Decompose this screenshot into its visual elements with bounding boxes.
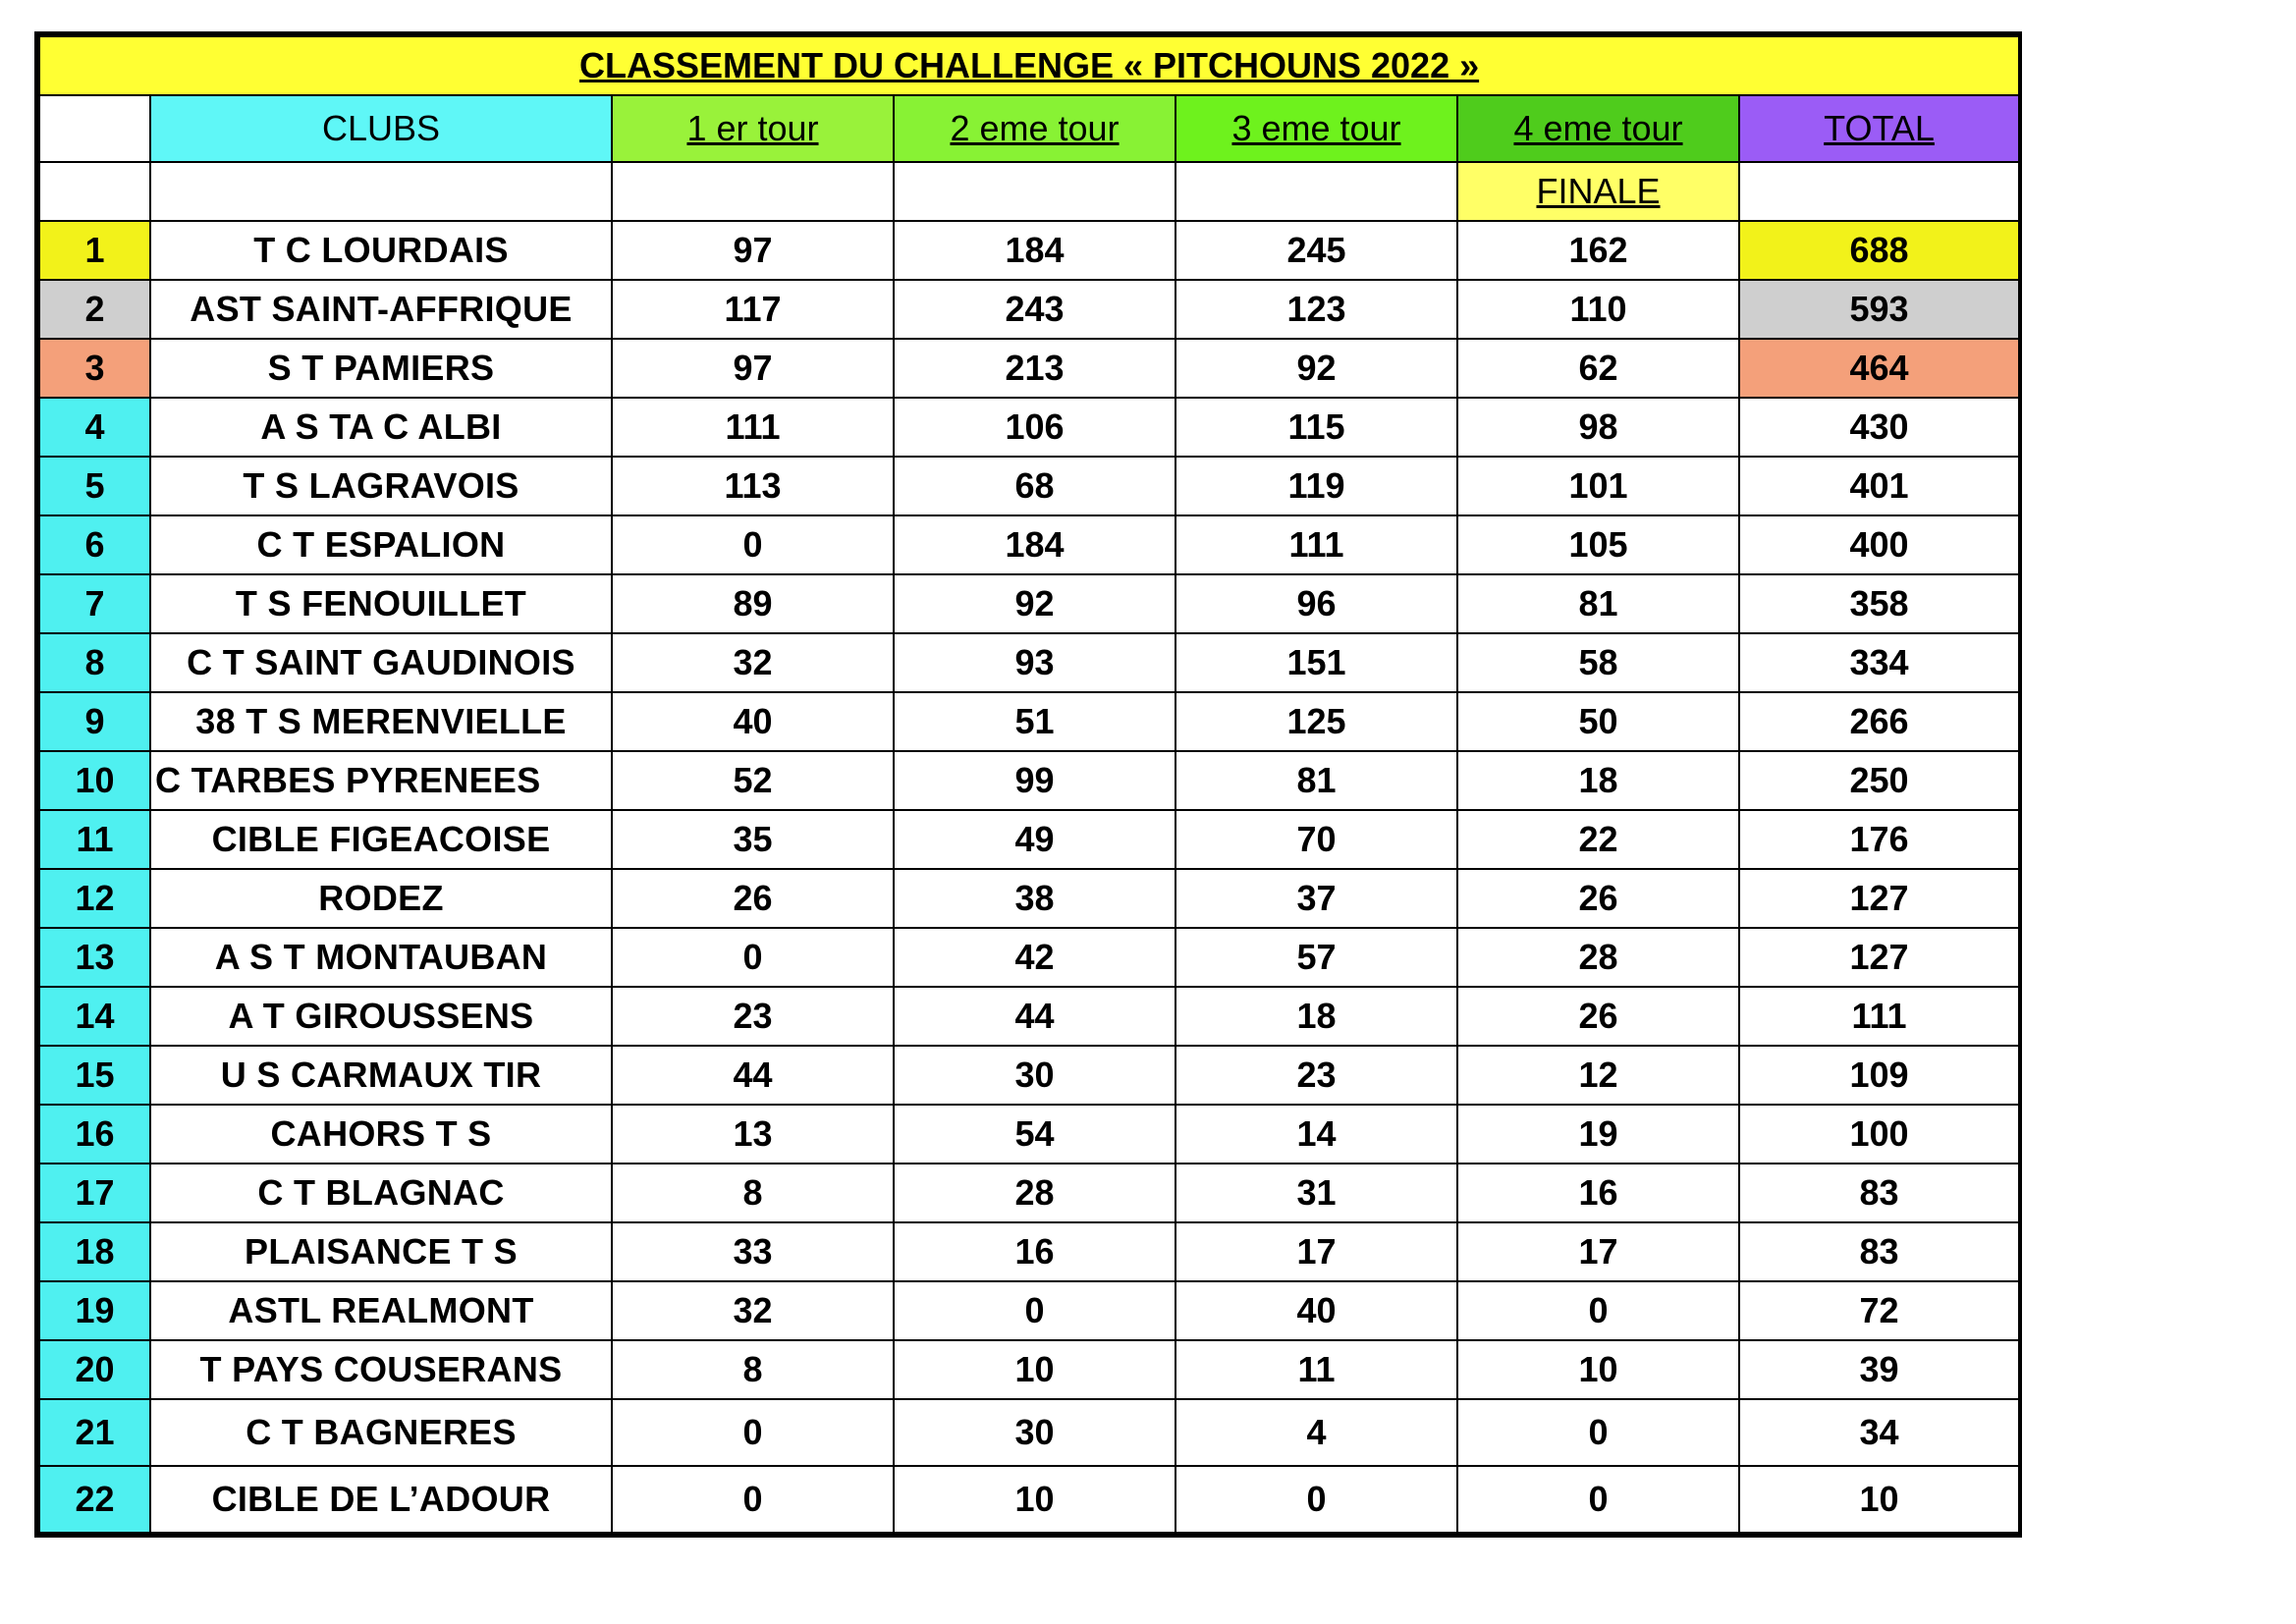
rank-cell: 6 <box>39 515 150 574</box>
blank-cell <box>1739 162 2019 221</box>
rank-cell: 22 <box>39 1466 150 1533</box>
tour1-score: 32 <box>612 1281 894 1340</box>
total-score: 127 <box>1739 928 2019 987</box>
total-score: 250 <box>1739 751 2019 810</box>
table-row <box>39 515 2019 574</box>
tour1-score: 89 <box>612 574 894 633</box>
tour1-score: 33 <box>612 1222 894 1281</box>
tour2-score: 93 <box>894 633 1175 692</box>
table-row <box>39 574 2019 633</box>
tour2-score: 42 <box>894 928 1175 987</box>
tour1-score: 13 <box>612 1105 894 1164</box>
table-row <box>39 1164 2019 1222</box>
tour3-score: 18 <box>1175 987 1457 1046</box>
tour3-score: 115 <box>1175 398 1457 457</box>
club-cell: T S FENOUILLET <box>150 574 612 633</box>
rank-cell: 11 <box>39 810 150 869</box>
tour4-score: 62 <box>1457 339 1739 398</box>
total-score: 111 <box>1739 987 2019 1046</box>
tour3-score: 96 <box>1175 574 1457 633</box>
rank-cell: 4 <box>39 398 150 457</box>
tour2-score: 92 <box>894 574 1175 633</box>
table-row <box>39 633 2019 692</box>
total-score: 358 <box>1739 574 2019 633</box>
club-cell: A T GIROUSSENS <box>150 987 612 1046</box>
club-cell: ASTL REALMONT <box>150 1281 612 1340</box>
table-row <box>39 398 2019 457</box>
tour2-score: 16 <box>894 1222 1175 1281</box>
total-score: 688 <box>1739 221 2019 280</box>
table-title: CLASSEMENT DU CHALLENGE « PITCHOUNS 2022 » <box>39 36 2019 95</box>
total-score: 109 <box>1739 1046 2019 1105</box>
total-score: 334 <box>1739 633 2019 692</box>
table-row <box>39 221 2019 280</box>
tour4-score: 58 <box>1457 633 1739 692</box>
table-row <box>39 751 2019 810</box>
tour3-header: 3 eme tour <box>1175 95 1457 162</box>
table-row <box>39 1222 2019 1281</box>
tour4-score: 28 <box>1457 928 1739 987</box>
tour1-score: 0 <box>612 928 894 987</box>
tour3-score: 111 <box>1175 515 1457 574</box>
tour2-score: 28 <box>894 1164 1175 1222</box>
club-cell: C T BLAGNAC <box>150 1164 612 1222</box>
tour4-score: 110 <box>1457 280 1739 339</box>
tour3-score: 11 <box>1175 1340 1457 1399</box>
rank-cell: 20 <box>39 1340 150 1399</box>
table-row <box>39 1105 2019 1164</box>
tour4-score: 10 <box>1457 1340 1739 1399</box>
blank-cell <box>1175 162 1457 221</box>
club-cell: CIBLE FIGEACOISE <box>150 810 612 869</box>
table-row <box>39 280 2019 339</box>
tour2-score: 30 <box>894 1046 1175 1105</box>
club-cell: C T SAINT GAUDINOIS <box>150 633 612 692</box>
rank-cell: 14 <box>39 987 150 1046</box>
total-score: 464 <box>1739 339 2019 398</box>
tour2-score: 68 <box>894 457 1175 515</box>
rank-cell: 2 <box>39 280 150 339</box>
rank-cell: 15 <box>39 1046 150 1105</box>
ranking-table <box>38 35 2020 1534</box>
tour3-score: 4 <box>1175 1399 1457 1466</box>
total-score: 39 <box>1739 1340 2019 1399</box>
tour2-score: 10 <box>894 1340 1175 1399</box>
tour3-score: 37 <box>1175 869 1457 928</box>
tour4-score: 101 <box>1457 457 1739 515</box>
club-cell: A S TA C ALBI <box>150 398 612 457</box>
tour4-score: 0 <box>1457 1281 1739 1340</box>
tour2-score: 10 <box>894 1466 1175 1533</box>
tour4-score: 22 <box>1457 810 1739 869</box>
club-cell: CIBLE DE L’ADOUR <box>150 1466 612 1533</box>
tour2-score: 213 <box>894 339 1175 398</box>
table-row <box>39 339 2019 398</box>
tour3-score: 70 <box>1175 810 1457 869</box>
table-row <box>39 869 2019 928</box>
table-row <box>39 1466 2019 1533</box>
table-row <box>39 457 2019 515</box>
blank-cell <box>150 162 612 221</box>
ranking-sheet <box>34 31 2022 1538</box>
blank-cell <box>612 162 894 221</box>
tour4-score: 26 <box>1457 987 1739 1046</box>
rank-cell: 12 <box>39 869 150 928</box>
tour2-score: 99 <box>894 751 1175 810</box>
tour1-score: 8 <box>612 1340 894 1399</box>
rank-cell: 17 <box>39 1164 150 1222</box>
total-score: 10 <box>1739 1466 2019 1533</box>
tour2-score: 106 <box>894 398 1175 457</box>
club-cell: RODEZ <box>150 869 612 928</box>
club-cell: S T PAMIERS <box>150 339 612 398</box>
total-score: 593 <box>1739 280 2019 339</box>
tour3-score: 57 <box>1175 928 1457 987</box>
table-row <box>39 1340 2019 1399</box>
tour2-score: 44 <box>894 987 1175 1046</box>
total-score: 72 <box>1739 1281 2019 1340</box>
rank-cell: 19 <box>39 1281 150 1340</box>
tour1-score: 111 <box>612 398 894 457</box>
tour1-score: 35 <box>612 810 894 869</box>
total-score: 430 <box>1739 398 2019 457</box>
tour4-score: 105 <box>1457 515 1739 574</box>
tour2-score: 0 <box>894 1281 1175 1340</box>
tour1-score: 113 <box>612 457 894 515</box>
tour3-score: 151 <box>1175 633 1457 692</box>
finale-label: FINALE <box>1457 162 1739 221</box>
tour2-score: 30 <box>894 1399 1175 1466</box>
tour4-score: 81 <box>1457 574 1739 633</box>
rank-cell: 8 <box>39 633 150 692</box>
tour4-header: 4 eme tour <box>1457 95 1739 162</box>
rank-cell: 10 <box>39 751 150 810</box>
rank-cell: 13 <box>39 928 150 987</box>
total-score: 83 <box>1739 1222 2019 1281</box>
tour2-score: 184 <box>894 515 1175 574</box>
tour4-score: 16 <box>1457 1164 1739 1222</box>
tour1-score: 0 <box>612 515 894 574</box>
total-score: 127 <box>1739 869 2019 928</box>
club-cell: C T BAGNERES <box>150 1399 612 1466</box>
club-cell: U S CARMAUX TIR <box>150 1046 612 1105</box>
rank-cell: 1 <box>39 221 150 280</box>
tour1-score: 44 <box>612 1046 894 1105</box>
table-row <box>39 1046 2019 1105</box>
tour3-score: 40 <box>1175 1281 1457 1340</box>
subheader-row <box>39 162 2019 221</box>
club-cell: PLAISANCE T S <box>150 1222 612 1281</box>
rank-cell: 9 <box>39 692 150 751</box>
tour3-score: 17 <box>1175 1222 1457 1281</box>
table-row <box>39 810 2019 869</box>
table-row <box>39 1399 2019 1466</box>
header-row <box>39 95 2019 162</box>
club-cell: T C LOURDAIS <box>150 221 612 280</box>
table-row <box>39 928 2019 987</box>
club-cell: C T ESPALION <box>150 515 612 574</box>
blank-cell <box>894 162 1175 221</box>
club-cell: T PAYS COUSERANS <box>150 1340 612 1399</box>
tour3-score: 0 <box>1175 1466 1457 1533</box>
tour3-score: 125 <box>1175 692 1457 751</box>
rank-cell: 21 <box>39 1399 150 1466</box>
rank-cell: 18 <box>39 1222 150 1281</box>
tour1-header: 1 er tour <box>612 95 894 162</box>
tour1-score: 23 <box>612 987 894 1046</box>
tour3-score: 14 <box>1175 1105 1457 1164</box>
tour4-score: 19 <box>1457 1105 1739 1164</box>
tour3-score: 31 <box>1175 1164 1457 1222</box>
tour4-score: 0 <box>1457 1399 1739 1466</box>
total-score: 83 <box>1739 1164 2019 1222</box>
total-score: 34 <box>1739 1399 2019 1466</box>
tour1-score: 0 <box>612 1466 894 1533</box>
tour2-score: 38 <box>894 869 1175 928</box>
rank-header <box>39 95 150 162</box>
tour2-score: 243 <box>894 280 1175 339</box>
tour1-score: 97 <box>612 221 894 280</box>
blank-cell <box>39 162 150 221</box>
tour4-score: 98 <box>1457 398 1739 457</box>
tour2-score: 49 <box>894 810 1175 869</box>
tour3-score: 119 <box>1175 457 1457 515</box>
total-score: 401 <box>1739 457 2019 515</box>
club-cell: CAHORS T S <box>150 1105 612 1164</box>
tour4-score: 0 <box>1457 1466 1739 1533</box>
tour3-score: 23 <box>1175 1046 1457 1105</box>
tour2-score: 51 <box>894 692 1175 751</box>
club-cell: AST SAINT-AFFRIQUE <box>150 280 612 339</box>
total-score: 400 <box>1739 515 2019 574</box>
total-score: 176 <box>1739 810 2019 869</box>
club-cell: C TARBES PYRENEES <box>150 751 612 810</box>
tour2-score: 184 <box>894 221 1175 280</box>
tour3-score: 245 <box>1175 221 1457 280</box>
tour1-score: 97 <box>612 339 894 398</box>
tour4-score: 12 <box>1457 1046 1739 1105</box>
tour2-header: 2 eme tour <box>894 95 1175 162</box>
tour4-score: 17 <box>1457 1222 1739 1281</box>
tour4-score: 26 <box>1457 869 1739 928</box>
total-score: 100 <box>1739 1105 2019 1164</box>
clubs-header: CLUBS <box>150 95 612 162</box>
tour1-score: 32 <box>612 633 894 692</box>
tour3-score: 123 <box>1175 280 1457 339</box>
tour4-score: 18 <box>1457 751 1739 810</box>
total-header: TOTAL <box>1739 95 2019 162</box>
table-row <box>39 987 2019 1046</box>
tour3-score: 81 <box>1175 751 1457 810</box>
tour1-score: 0 <box>612 1399 894 1466</box>
title-row <box>39 36 2019 95</box>
club-cell: A S T MONTAUBAN <box>150 928 612 987</box>
tour4-score: 50 <box>1457 692 1739 751</box>
club-cell: T S LAGRAVOIS <box>150 457 612 515</box>
tour1-score: 52 <box>612 751 894 810</box>
rank-cell: 7 <box>39 574 150 633</box>
table-row <box>39 1281 2019 1340</box>
tour1-score: 8 <box>612 1164 894 1222</box>
rank-cell: 3 <box>39 339 150 398</box>
rank-cell: 16 <box>39 1105 150 1164</box>
tour1-score: 40 <box>612 692 894 751</box>
total-score: 266 <box>1739 692 2019 751</box>
tour2-score: 54 <box>894 1105 1175 1164</box>
rank-cell: 5 <box>39 457 150 515</box>
tour4-score: 162 <box>1457 221 1739 280</box>
tour1-score: 117 <box>612 280 894 339</box>
club-cell: 38 T S MERENVIELLE <box>150 692 612 751</box>
table-row <box>39 692 2019 751</box>
tour3-score: 92 <box>1175 339 1457 398</box>
tour1-score: 26 <box>612 869 894 928</box>
